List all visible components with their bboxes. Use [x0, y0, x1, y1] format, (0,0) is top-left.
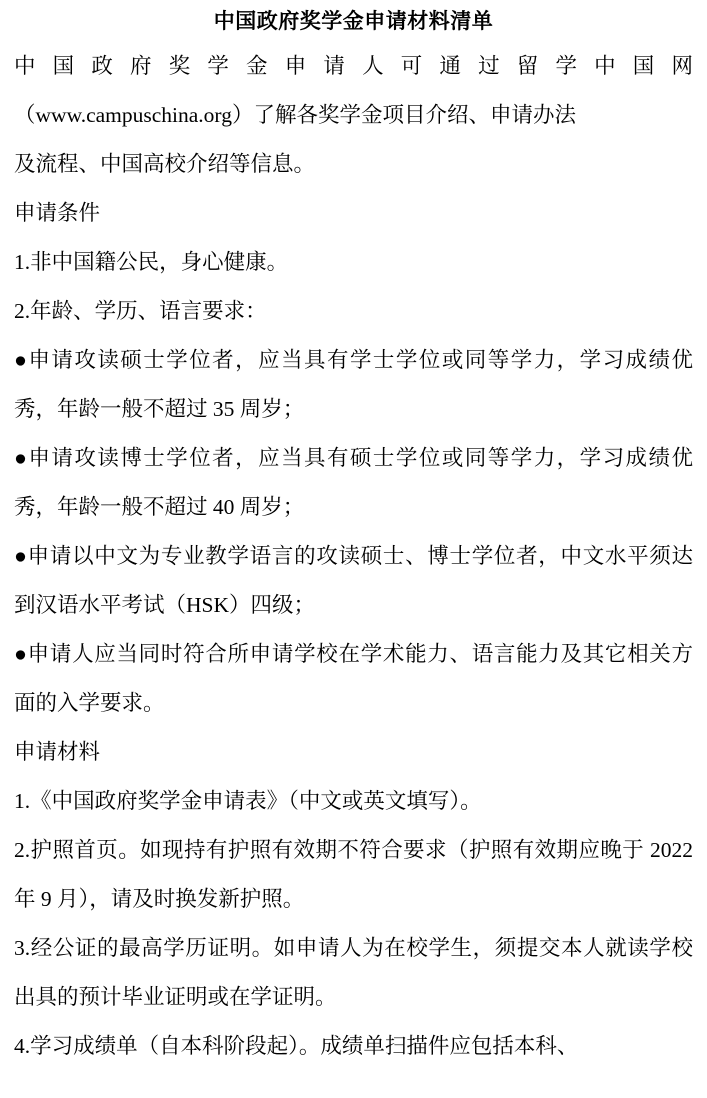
section-heading-materials: 申请材料: [14, 740, 101, 764]
section-heading-conditions: 申请条件: [14, 201, 101, 225]
intro-line-2-suffix: ）了解各奖学金项目介绍、申请办法: [231, 103, 576, 127]
material-item-3: 3.经公证的最高学历证明。如申请人为在校学生，须提交本人就读学校出具的预计毕业证明或在学证明。: [14, 936, 693, 1009]
intro-line-3: 及流程、中国高校介绍等信息。: [14, 152, 316, 176]
condition-item-2: 2.年龄、学历、语言要求：: [14, 299, 267, 323]
condition-bullet-1: ●申请攻读硕士学位者，应当具有学士学位或同等学力，学习成绩优秀，年龄一般不超过 35 周岁；: [14, 348, 693, 421]
material-item-1: 1.《中国政府奖学金申请表》（中文或英文填写）。: [14, 789, 482, 813]
campuschina-url: www.campuschina.org: [35, 103, 232, 127]
intro-paren-open: （: [14, 103, 36, 127]
page-title: 中国政府奖学金申请材料清单: [213, 9, 494, 33]
material-item-4: 4.学习成绩单（自本科阶段起）。成绩单扫描件应包括本科、: [14, 1034, 579, 1058]
condition-bullet-3: ●申请以中文为专业教学语言的攻读硕士、博士学位者，中文水平须达到汉语水平考试（HSK）四级；: [14, 544, 693, 617]
condition-bullet-2: ●申请攻读博士学位者，应当具有硕士学位或同等学力，学习成绩优秀，年龄一般不超过 40 周岁；: [14, 446, 693, 519]
intro-line-1: 中国政府奖学金申请人可通过留学中国网: [14, 54, 693, 78]
condition-item-1: 1.非中国籍公民，身心健康。: [14, 250, 289, 274]
material-item-2: 2.护照首页。如现持有护照有效期不符合要求（护照有效期应晚于 2022 年 9 月），请及时换发新护照。: [14, 838, 693, 911]
condition-bullet-4: ●申请人应当同时符合所申请学校在学术能力、语言能力及其它相关方面的入学要求。: [14, 642, 693, 715]
intro-line-2: [14, 91, 693, 140]
